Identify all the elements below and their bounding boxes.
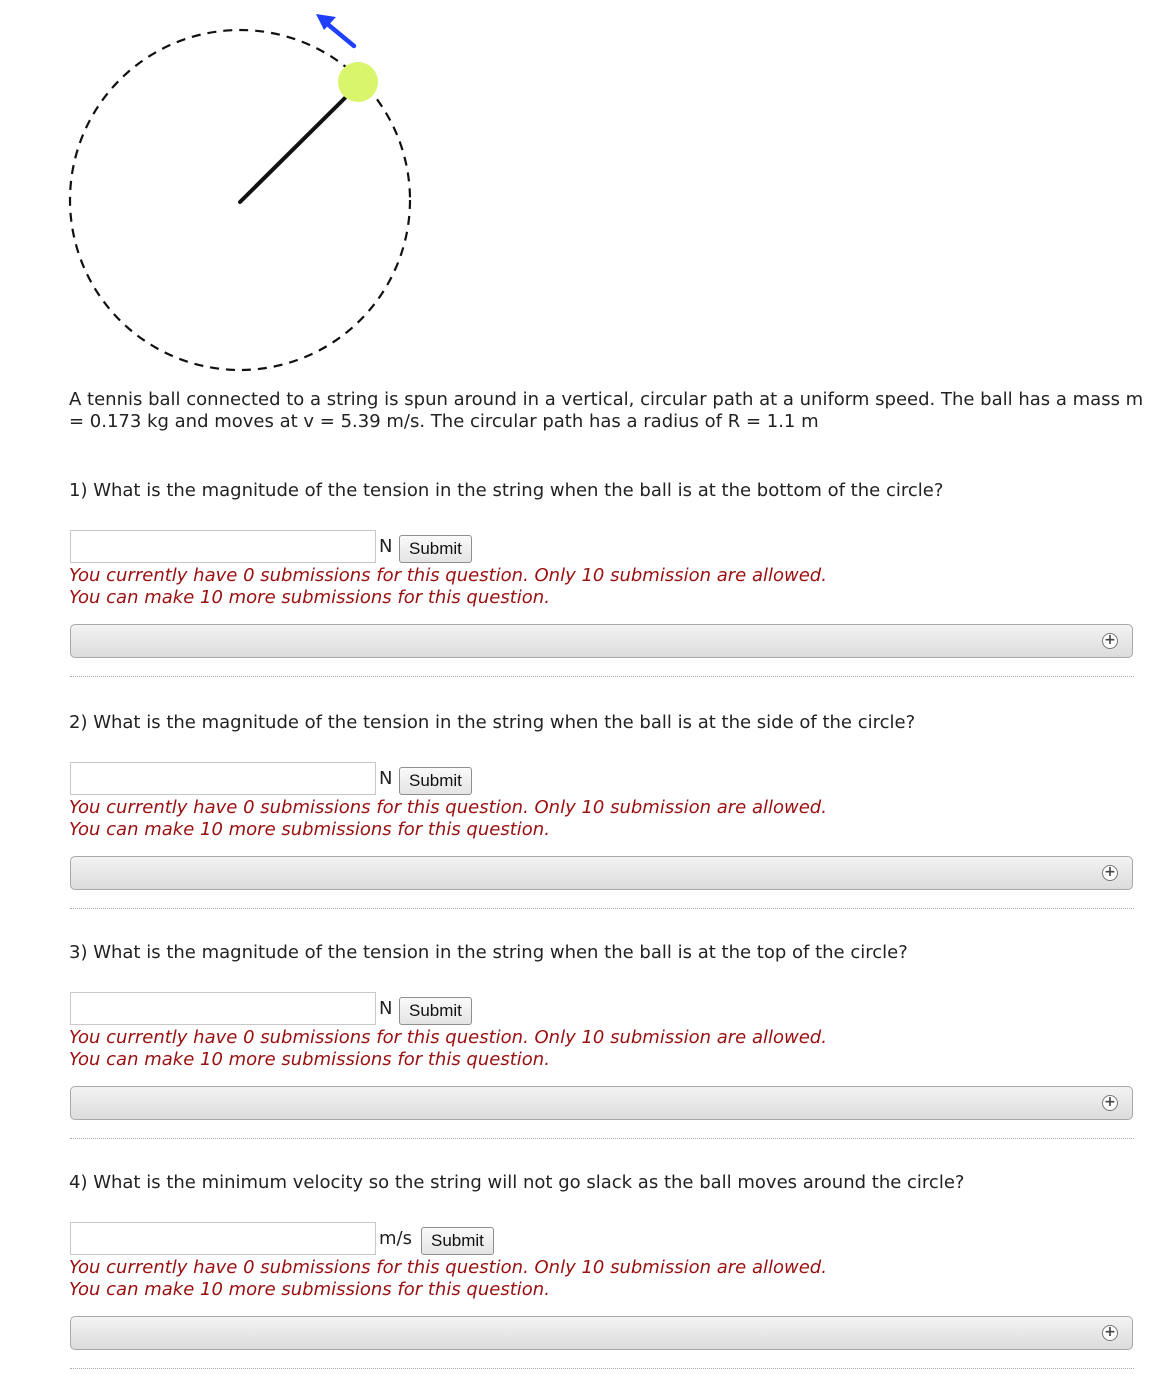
plus-icon[interactable]: +	[1102, 865, 1118, 881]
submission-count-text: You currently have 0 submissions for this question. Only 10 submission are allowed.	[69, 1257, 827, 1278]
answer-input[interactable]	[70, 530, 376, 563]
tennis-ball	[338, 62, 378, 102]
question-prompt: 4) What is the minimum velocity so the string will not go slack as the ball moves around the circle?	[69, 1172, 965, 1193]
unit-label: m/s	[379, 1228, 412, 1249]
unit-label: N	[379, 768, 393, 789]
answer-input[interactable]	[70, 992, 376, 1025]
remaining-submissions-text: You can make 10 more submissions for this question.	[69, 587, 550, 608]
remaining-submissions-text: You can make 10 more submissions for this question.	[69, 1279, 550, 1300]
answer-input[interactable]	[70, 762, 376, 795]
divider	[70, 908, 1134, 909]
circular-motion-figure	[50, 0, 450, 385]
expand-help-bar[interactable]	[70, 1086, 1133, 1120]
question-block-2	[69, 712, 1139, 912]
unit-label: N	[379, 536, 393, 557]
remaining-submissions-text: You can make 10 more submissions for this question.	[69, 1049, 550, 1070]
submit-button[interactable]: Submit	[421, 1227, 494, 1255]
submit-button[interactable]: Submit	[399, 535, 472, 563]
question-prompt: 3) What is the magnitude of the tension in the string when the ball is at the top of the circle?	[69, 942, 908, 963]
question-block-1	[69, 480, 1139, 680]
plus-icon[interactable]: +	[1102, 1325, 1118, 1341]
string-line	[240, 89, 354, 202]
answer-input[interactable]	[70, 1222, 376, 1255]
question-prompt: 1) What is the magnitude of the tension in the string when the ball is at the bottom of the circle?	[69, 480, 944, 501]
plus-icon[interactable]: +	[1102, 1095, 1118, 1111]
divider	[70, 676, 1134, 677]
problem-statement: A tennis ball connected to a string is spun around in a vertical, circular path at a uniform speed. The ball has a mass m = 0.173 kg and moves at v = 5.39 m/s. The circular path has a radius of R = 1.1 m	[69, 389, 1144, 432]
submit-button[interactable]: Submit	[399, 767, 472, 795]
submit-button[interactable]: Submit	[399, 997, 472, 1025]
question-block-4	[69, 1172, 1139, 1372]
expand-help-bar[interactable]	[70, 856, 1133, 890]
divider	[70, 1368, 1134, 1369]
expand-help-bar[interactable]	[70, 1316, 1133, 1350]
unit-label: N	[379, 998, 393, 1019]
submission-count-text: You currently have 0 submissions for this question. Only 10 submission are allowed.	[69, 565, 827, 586]
velocity-arrow-icon	[316, 14, 354, 46]
question-block-3	[69, 942, 1139, 1142]
question-prompt: 2) What is the magnitude of the tension in the string when the ball is at the side of the circle?	[69, 712, 916, 733]
submission-count-text: You currently have 0 submissions for this question. Only 10 submission are allowed.	[69, 1027, 827, 1048]
remaining-submissions-text: You can make 10 more submissions for this question.	[69, 819, 550, 840]
expand-help-bar[interactable]	[70, 624, 1133, 658]
submission-count-text: You currently have 0 submissions for this question. Only 10 submission are allowed.	[69, 797, 827, 818]
divider	[70, 1138, 1134, 1139]
plus-icon[interactable]: +	[1102, 633, 1118, 649]
